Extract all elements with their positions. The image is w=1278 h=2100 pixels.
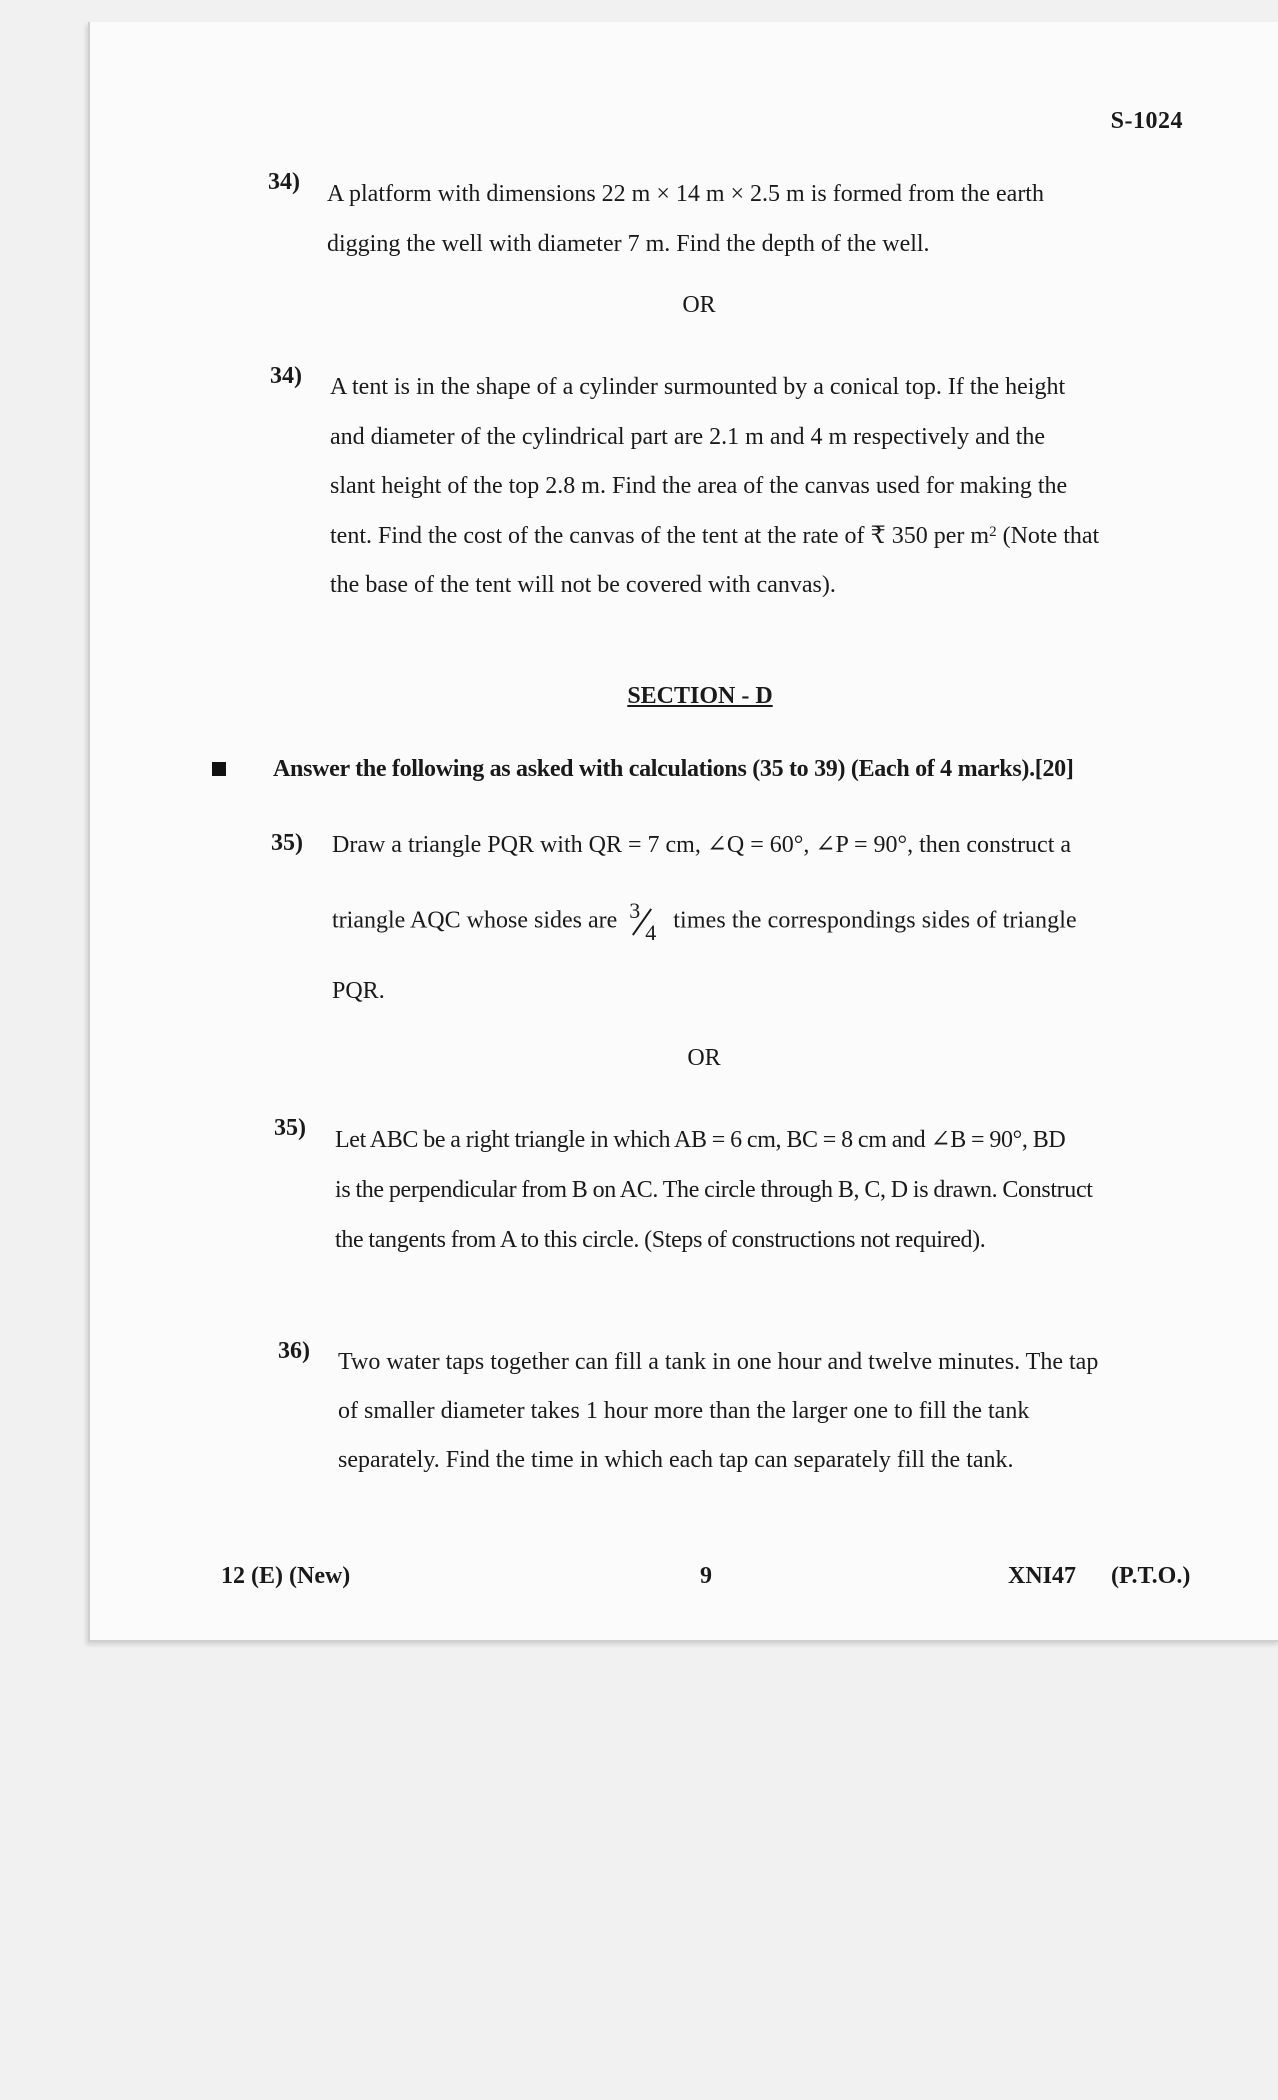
fraction-numerator: 3 <box>629 898 641 923</box>
question-number: 36) <box>278 1338 310 1364</box>
question-number: 35) <box>274 1115 306 1141</box>
question-line: slant height of the top 2.8 m. Find the area of the canvas used for making the <box>330 473 1068 499</box>
question-text <box>332 830 1190 1006</box>
instruction-text: Answer the following as asked with calculations (35 to 39) (Each of 4 marks).[20] <box>273 756 1074 782</box>
question-line: and diameter of the cylindrical part are 2.1 m and 4 m respectively and the <box>330 423 1046 450</box>
question-line: A platform with dimensions 22 m × 14 m × 2.5 m is formed from the earth <box>327 181 1044 207</box>
question-line: the tangents from A to this circle. (Steps of constructions not required). <box>335 1227 986 1253</box>
or-separator: OR <box>687 1045 721 1071</box>
question-line: Let ABC be a right triangle in which AB = 6 cm, BC = 8 cm and ∠B = 90°, BD <box>335 1127 1066 1153</box>
footer-paper-label: 12 (E) (New) <box>221 1563 351 1589</box>
page-number: 9 <box>700 1563 712 1589</box>
question-line: is the perpendicular from B on AC. The circle through B, C, D is drawn. Construct <box>335 1177 1093 1203</box>
question-line: digging the well with diameter 7 m. Find the depth of the well. <box>327 231 930 257</box>
question-line: the base of the tent will not be covered with canvas). <box>330 572 836 598</box>
question-line: separately. Find the time in which each tap can separately fill the tank. <box>338 1447 1014 1473</box>
question-number: 34) <box>268 169 300 195</box>
bullet-square-icon <box>212 762 226 776</box>
question-text-segment: triangle AQC whose sides are <box>332 907 618 934</box>
section-title: SECTION - D <box>627 683 773 709</box>
question-text <box>338 1338 1196 1485</box>
footer-pto: (P.T.O.) <box>1111 1563 1191 1589</box>
question-line: Two water taps together can fill a tank in one hour and twelve minutes. The tap <box>338 1349 1099 1375</box>
question-number: 35) <box>271 830 303 856</box>
question-text <box>335 1115 1193 1265</box>
question-line: Draw a triangle PQR with QR = 7 cm, ∠Q = 60°, ∠P = 90°, then construct a <box>332 832 1072 858</box>
question-number: 34) <box>270 363 302 389</box>
question-text <box>330 363 1187 611</box>
fraction-denominator: 4 <box>645 920 657 945</box>
question-text <box>327 169 1184 269</box>
question-line-with-fraction <box>332 898 1190 976</box>
question-text-segment: times the correspondings sides of triangle <box>673 907 1077 934</box>
question-line: of smaller diameter takes 1 hour more than the larger one to fill the tank <box>338 1398 1030 1424</box>
fraction-three-quarters <box>627 898 663 945</box>
question-line: tent. Find the cost of the canvas of the tent at the rate of ₹ 350 per $m^2$ (Note that <box>330 522 1100 549</box>
footer-code: XNI47 <box>1008 1563 1077 1589</box>
question-line: PQR. <box>332 978 385 1004</box>
question-line: A tent is in the shape of a cylinder surmounted by a conical top. If the height <box>330 374 1066 400</box>
superscript: 2 <box>989 523 997 540</box>
paper-code: S-1024 <box>1110 108 1183 134</box>
or-separator: OR <box>682 292 716 318</box>
